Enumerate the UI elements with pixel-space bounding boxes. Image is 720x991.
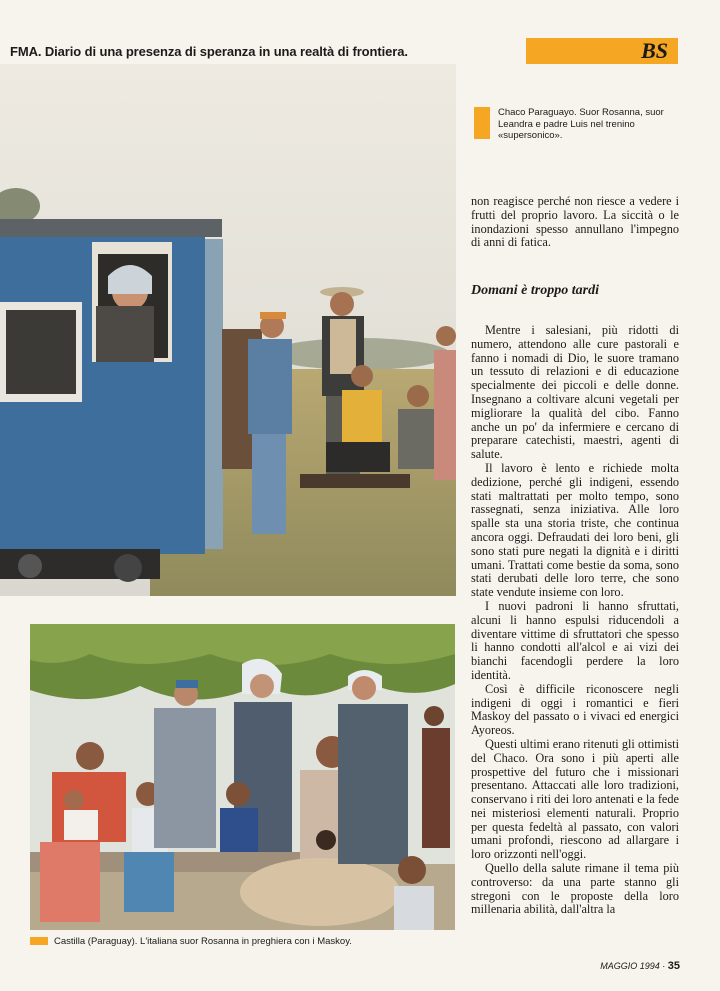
- caption-bottom: [30, 936, 460, 947]
- body-paragraph: Quello della salute rimane il tema più controverso: da una parte stanno gli stregoni con le proposte della loro millenaria abilità, dall'altra la: [471, 861, 679, 917]
- body-paragraph: I nuovi padroni li hanno sfruttati, alcuni li hanno espulsi riducendoli a diventare vittime di sfruttatori che spesso li hanno condotti all'alcol e ai vizi dei bianchi facendogli perdere la loro identità.: [471, 598, 679, 682]
- intro-paragraph: non reagisce perché non riesce a vedere i frutti del proprio lavoro. La siccità o le inondazioni spesso annullano l'impegno di anni di fatica.: [471, 194, 679, 250]
- page-footer: [600, 960, 680, 972]
- caption-marker: [30, 937, 48, 945]
- page-number: 35: [667, 960, 680, 972]
- header-title: FMA. Diario di una presenza di speranza in una realtà di frontiera.: [10, 44, 408, 59]
- body-paragraph: Questi ultimi erano ritenuti gli ottimisti del Chaco. Ora sono i più aperti alle prospettive del futuro che i missionari presentano. Attaccati alle loro tradizioni, conservano i riti dei loro antenati e la fede nei misteriosi elementi naturali. Proprio per questa fedeltà al passato, con valori umani profondi, riescono ad allargare i loro orizzonti nell'oggi.: [471, 736, 679, 862]
- issue-date: MAGGIO 1994 ·: [600, 961, 666, 971]
- photo-maskoy-group: [30, 624, 455, 930]
- body-paragraph: Il lavoro è lento e richiede molta dedizione, perché gli indigeni, essendo stati maltrattati per molto tempo, sono rassegnati, senza iniziativa. Alle loro spalle sta una storia triste, che continua ancora oggi. Defraudati dei loro beni, gli sono stati pure negati la dignità e i diritti umani. Trattati come bestie da soma, sono stati derubati delle loro terre, che sono state vendute insieme con loro.: [471, 460, 679, 600]
- section-heading: Domani è troppo tardi: [471, 283, 599, 298]
- photo-train-car: [0, 64, 456, 596]
- caption-top: [474, 107, 694, 142]
- article-intro: [471, 195, 679, 250]
- caption-top-text: Chaco Paraguayo. Suor Rosanna, suor Leandra e padre Luis nel trenino «supersonico».: [498, 107, 664, 141]
- body-paragraph: Mentre i salesiani, più ridotti di numero, attendono alle cure pastorali e fanno i nomadi di Dio, le suore tramano un tessuto di relazioni e di educazione specialmente dei piccoli e delle donne. Insegnano a coltivare alcuni vegetali per migliorare la qualità del cibo. Fanno anche un po' da infermiere e cercano di preparare catechisti, maestri, agenti di salute.: [471, 323, 679, 462]
- caption-marker: [474, 107, 490, 139]
- magazine-badge: BS: [641, 38, 668, 63]
- body-paragraph: Così è difficile riconoscere negli indigeni di oggi i romantici e fieri Maskoy del passato o i vivaci ed energici Ayoreos.: [471, 681, 679, 738]
- caption-bottom-text: Castilla (Paraguay). L'italiana suor Rosanna in preghiera con i Maskoy.: [54, 936, 352, 947]
- header-accent-bar: [526, 38, 678, 64]
- article-body: [471, 324, 679, 917]
